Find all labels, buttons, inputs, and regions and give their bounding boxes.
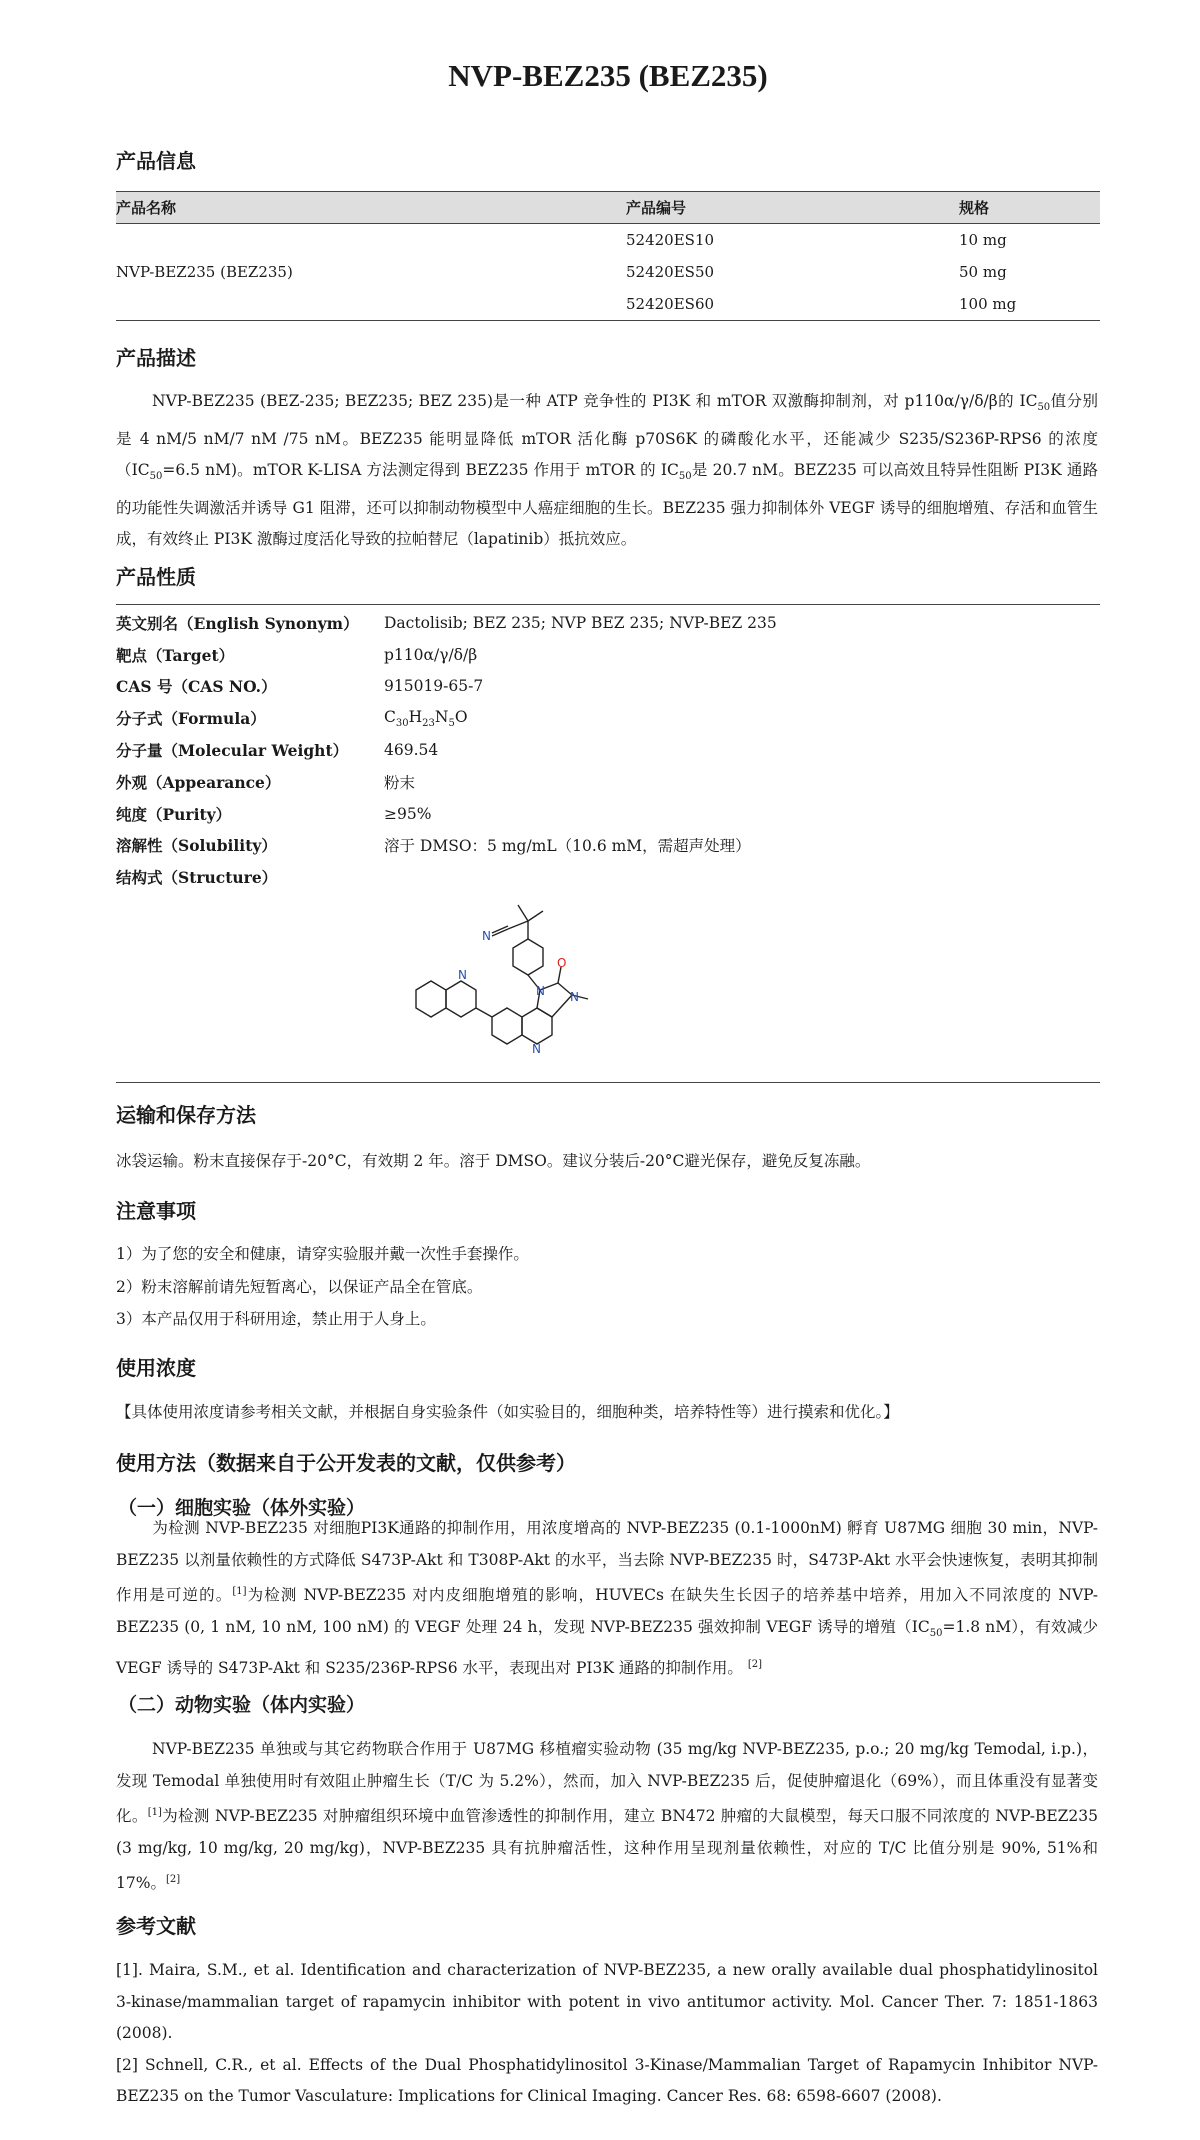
reference-item: [1]. Maira, S.M., et al. Identification and characterization of NVP-BEZ235, a new orally available dual phosphatidylinositol 3-kinase/mammalian target of rapamycin inhibitor with potent in vivo antitumor activity. Mol. Cancer Ther. 7: 1851-1863 (2008). <box>116 1961 1098 2042</box>
list-item: 3）本产品仅用于科研用途，禁止用于人身上。 <box>116 1310 436 1328</box>
spec-cell: 100 mg <box>959 295 1017 313</box>
storage-text: 冰袋运输。粉末直接保存于-20°C，有效期 2 年。溶于 DMSO。建议分装后-20°C避光保存，避免反复冻融。 <box>116 1152 871 1170</box>
subsection-animal: （二）动物实验（体内实验） <box>118 1694 366 1716</box>
section-storage: 运输和保存方法 <box>116 1103 256 1127</box>
atom-label: N <box>458 968 467 982</box>
chemical-structure-image <box>396 875 656 1065</box>
header-spec: 规格 <box>959 192 1100 224</box>
list-item: 1）为了您的安全和健康，请穿实验服并戴一次性手套操作。 <box>116 1245 529 1263</box>
table-row <box>116 224 1100 257</box>
property-row <box>116 798 1100 830</box>
animal-experiment-paragraph: NVP-BEZ235 单独或与其它药物联合作用于 U87MG 移植瘤实验动物 (35 mg/kg NVP-BEZ235, p.o.; 20 mg/kg Temodal, i.p.)，发现 Temodal 单独使用时有效阻止肿瘤生长（T/C 为 5.2%），然而，加入 NVP-BEZ235 后，促使肿瘤退化（69%），而且体重没有显著变化。[1]为检测 NVP-BEZ235 对肿瘤组织环境中血管渗透性的抑制作用，建立 BN472 肿瘤的大鼠模型，每天口服不同浓度的 NVP-BEZ235 (3 mg/kg, 10 mg/kg, 20 mg/kg)，NVP-BEZ235 具有抗肿瘤活性，这种作用呈现剂量依赖性，对应的 T/C 比值分别是 90%, 51%和 17%。[2] <box>116 1740 1098 1893</box>
product-code-cell: 52420ES10 <box>626 231 715 249</box>
reference-item: [2] Schnell, C.R., et al. Effects of the Dual Phosphatidylinositol 3-Kinase/Mammalian Target of Rapamycin Inhibitor NVP-BEZ235 on the Tumor Vasculature: Implications for Clinical Imaging. Cancer Res. 68: 6598-6607 (2008). <box>116 2055 1098 2105</box>
property-value: Dactolisib; BEZ 235; NVP BEZ 235; NVP-BEZ 235 <box>384 613 777 632</box>
tricycle-pyridine-ring <box>522 1008 552 1044</box>
product-code-cell: 52420ES50 <box>626 263 715 281</box>
divider <box>116 1082 1100 1083</box>
section-concentration: 使用浓度 <box>116 1356 196 1380</box>
property-value: ≥95% <box>384 804 432 823</box>
subsection-cell: （一）细胞实验（体外实验） <box>118 1497 366 1519</box>
property-value: 469.54 <box>384 741 439 760</box>
property-row <box>116 671 1100 703</box>
atom-label: N <box>482 929 491 943</box>
cell-experiment-paragraph: 为检测 NVP-BEZ235 对细胞PI3K通路的抑制作用，用浓度增高的 NVP-BEZ235 (0.1-1000nM) 孵育 U87MG 细胞 30 min，NVP-BEZ235 以剂量依赖性的方式降低 S473P-Akt 和 T308P-Akt 的水平，当去除 NVP-BEZ235 时，S473P-Akt 水平会快速恢复，表明其抑制作用是可逆的。[1]为检测 NVP-BEZ235 对内皮细胞增殖的影响，HUVECs 在缺失生长因子的培养基中培养，用加入不同浓度的 NVP-BEZ235 (0, 1 nM, 10 nM, 100 nM) 的 VEGF 处理 24 h，发现 NVP-BEZ235 强效抑制 VEGF 诱导的增殖（$IC_{50}=1.8$ nM），有效减少 VEGF 诱导的 S473P-Akt 和 S235/236P-RPS6 水平，表现出对 PI3K 通路的抑制作用。 [2] <box>116 1519 1098 1678</box>
property-key: 纯度（Purity） <box>116 804 232 824</box>
property-key: CAS 号（CAS NO.） <box>116 677 277 697</box>
property-value: 915019-65-7 <box>384 677 484 696</box>
property-row <box>116 830 1100 862</box>
header-product-code: 产品编号 <box>626 192 959 224</box>
property-value: p110α/γ/δ/β <box>384 645 478 664</box>
property-row <box>116 639 1100 671</box>
formula-value: $C_{30}H_{23}N_5O$ <box>384 707 468 729</box>
table-header-row <box>116 192 1100 224</box>
section-method: 使用方法（数据来自于公开发表的文献，仅供参考） <box>116 1451 576 1475</box>
description-paragraph: NVP-BEZ235 (BEZ-235; BEZ235; BEZ 235)是一种 ATP 竞争性的 PI3K 和 mTOR 双激酶抑制剂，对 p110α/γ/δ/β的 $IC_{50}$值分别是 4 nM/5 nM/7 nM /75 nM。BEZ235 能明显降低 mTOR 活化酶 p70S6K 的磷酸化水平，还能减少 S235/S236P-RPS6 的浓度（$IC_{50}=6.5$ nM)。mTOR K-LISA 方法测定得到 BEZ235 作用于 mTOR 的 $IC_{50}$是 20.7 nM。BEZ235 可以高效且特异性阻断 PI3K 通路的功能性失调激活并诱导 G1 阻滞，还可以抑制动物模型中人癌症细胞的生长。BEZ235 强力抑制体外 VEGF 诱导的细胞增殖、存活和血管生成，有效终止 PI3K 激酶过度活化导致的拉帕替尼（lapatinib）抵抗效应。 <box>116 392 1098 549</box>
section-description: 产品描述 <box>116 346 196 370</box>
property-key: 靶点（Target） <box>116 645 235 665</box>
property-row <box>116 734 1100 766</box>
section-product-info: 产品信息 <box>116 149 196 173</box>
header-product-name: 产品名称 <box>116 192 626 224</box>
tricycle-benzo-ring <box>492 1008 522 1044</box>
divider <box>116 604 1100 605</box>
property-key: 英文别名（English Synonym） <box>116 613 359 633</box>
property-value: 粉末 <box>384 773 416 792</box>
notes-list <box>116 1238 529 1336</box>
spec-cell: 50 mg <box>959 263 1007 281</box>
references-list <box>116 1955 1098 2113</box>
concentration-text: 【具体使用浓度请参考相关文献，并根据自身实验条件（如实验目的，细胞种类，培养特性等）进行摸索和优化。】 <box>116 1403 899 1421</box>
page-title: NVP-BEZ235 (BEZ235) <box>448 58 768 93</box>
atom-label: N <box>532 1042 541 1056</box>
quinoline-benzo-ring <box>416 981 446 1017</box>
properties-list <box>116 607 1100 893</box>
property-row <box>116 607 1100 639</box>
property-key: 溶解性（Solubility） <box>116 836 277 856</box>
atom-label: N <box>570 990 579 1004</box>
section-properties: 产品性质 <box>116 565 196 589</box>
quinoline-pyridine-ring <box>446 981 476 1017</box>
property-key: 分子式（Formula） <box>116 709 266 729</box>
section-notes: 注意事项 <box>116 1199 196 1223</box>
atom-label: O <box>557 956 567 970</box>
product-code-cell: 52420ES60 <box>626 295 715 313</box>
product-name-cell: NVP-BEZ235 (BEZ235) <box>116 263 293 281</box>
property-value: 溶于 DMSO：5 mg/mL（10.6 mM，需超声处理） <box>384 837 751 856</box>
property-key: 分子量（Molecular Weight） <box>116 741 349 761</box>
property-key: 结构式（Structure） <box>116 868 278 888</box>
atom-label: N <box>536 984 545 998</box>
property-row <box>116 766 1100 798</box>
property-row <box>116 702 1100 734</box>
property-key: 外观（Appearance） <box>116 772 281 792</box>
product-table <box>116 191 1100 321</box>
list-item: 2）粉末溶解前请先短暂离心，以保证产品全在管底。 <box>116 1277 483 1296</box>
section-references: 参考文献 <box>116 1914 196 1938</box>
spec-cell: 10 mg <box>959 231 1007 249</box>
phenyl-ring <box>513 939 543 975</box>
